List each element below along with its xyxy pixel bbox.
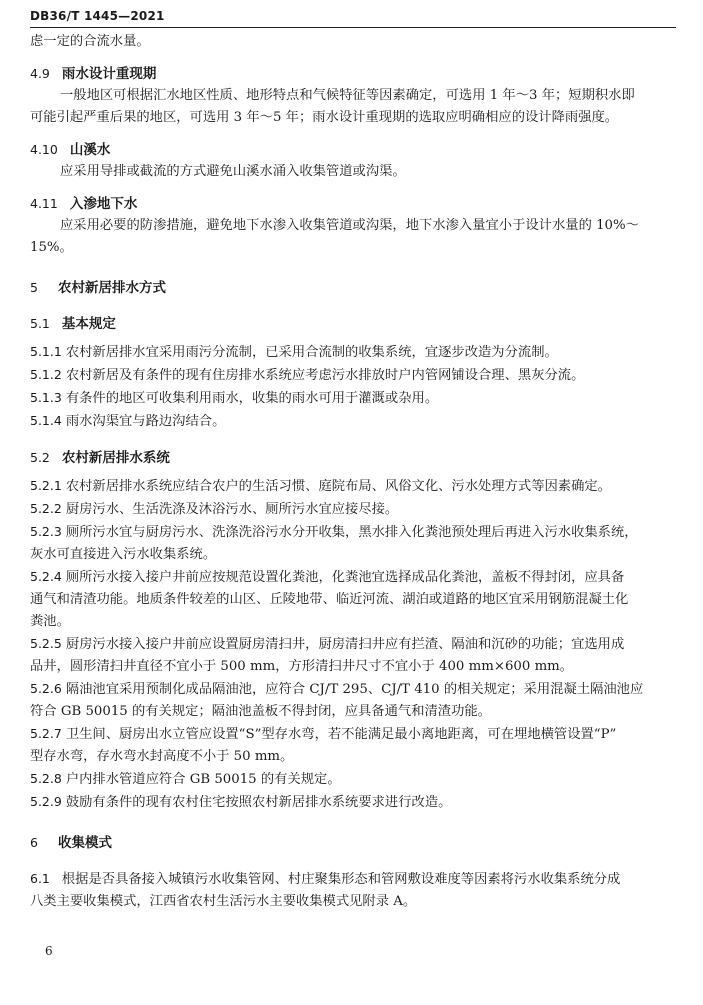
chapter-title: 收集模式 <box>57 835 112 851</box>
clause-text: 隔油池宜采用预制化成品隔油池，应符合 CJ/T 295、CJ/T 410 的相关规定；采用混凝土隔油池应 <box>65 682 644 697</box>
paragraph-line: 可能引起严重后果的地区，可选用 3 年～5 年；雨水设计重现期的选取应明确相应的设计降雨强度。 <box>30 110 619 125</box>
section-title: 基本规定 <box>61 316 116 332</box>
chapter-title: 农村新居排水方式 <box>57 280 166 296</box>
clause-text: 鼓励有条件的现有农村住宅按照农村新居排水系统要求进行改造。 <box>65 795 452 810</box>
clause-5-2-1 <box>30 475 680 498</box>
page-number: 6 <box>45 944 53 958</box>
clause-number: 5.1.2 <box>30 367 62 382</box>
clause-text: 厨房污水、生活洗涤及沐浴污水、厕所污水宜应接尽接。 <box>65 502 399 517</box>
paragraph-continuation: 虑一定的合流水量。 <box>30 34 150 49</box>
section-4-10-heading <box>30 139 680 161</box>
section-number: 5.2 <box>30 450 50 465</box>
chapter-number: 6 <box>30 835 38 850</box>
section-number: 4.10 <box>30 142 58 157</box>
section-5-1-heading <box>30 313 680 335</box>
clause-number: 6.1 <box>30 871 50 886</box>
clause-continuation: 型存水弯，存水弯水封高度不小于 50 mm。 <box>30 749 294 764</box>
paragraph-line: 应采用导排或截流的方式避免山溪水涌入收集管道或沟渠。 <box>60 164 406 179</box>
clause-continuation: 八类主要收集模式，江西省农村生活污水主要收集模式见附录 A。 <box>30 894 417 909</box>
clause-number: 5.2.2 <box>30 501 62 516</box>
section-title: 雨水设计重现期 <box>61 66 157 82</box>
clause-5-2-8 <box>30 768 680 791</box>
clause-continuation: 通气和清渣功能。地质条件较差的山区、丘陵地带、临近河流、湖泊或道路的地区宜采用钢筋混凝土化 <box>30 592 629 607</box>
section-title: 入渗地下水 <box>69 196 138 212</box>
clause-text: 户内排水管道应符合 GB 50015 的有关规定。 <box>65 772 341 787</box>
clause-number: 5.1.3 <box>30 390 62 405</box>
clause-number: 5.2.9 <box>30 794 62 809</box>
clause-text: 雨水沟渠宜与路边沟结合。 <box>65 414 226 429</box>
paragraph-line: 应采用必要的防渗措施，避免地下水渗入收集管道或沟渠，地下水渗入量宜小于设计水量的 10%～ <box>60 218 639 233</box>
section-number: 4.11 <box>30 196 58 211</box>
clause-number: 5.2.6 <box>30 681 62 696</box>
clause-number: 5.2.3 <box>30 524 62 539</box>
chapter-number: 5 <box>30 280 38 295</box>
clause-text: 农村新居排水系统应结合农户的生活习惯、庭院布局、风俗文化、污水处理方式等因素确定。 <box>65 479 611 494</box>
section-title: 农村新居排水系统 <box>61 450 170 466</box>
clause-continuation: 品井，圆形清扫井直径不宜小于 500 mm，方形清扫井尺寸不宜小于 400 mm×600 mm。 <box>30 659 574 674</box>
clause-number: 5.1.4 <box>30 413 62 428</box>
clause-5-2-6 <box>30 678 680 701</box>
section-number: 5.1 <box>30 316 50 331</box>
clause-5-2-4 <box>30 566 680 589</box>
clause-text: 农村新居及有条件的现有住房排水系统应考虑污水排放时户内管网铺设合理、黑灰分流。 <box>65 368 585 383</box>
clause-continuation: 符合 GB 50015 的有关规定；隔油池盖板不得封闭，应具备通气和清渣功能。 <box>30 704 491 719</box>
paragraph-line: 15%。 <box>30 240 73 255</box>
header-divider <box>30 27 676 28</box>
clause-5-1-4 <box>30 410 680 433</box>
clause-text: 有条件的地区可收集利用雨水，收集的雨水可用于灌溉或杂用。 <box>65 391 439 406</box>
clause-text: 厕所污水宜与厨房污水、洗涤洗浴污水分开收集，黑水排入化粪池预处理后再进入污水收集系统， <box>65 525 638 540</box>
clause-number: 5.1.1 <box>30 344 62 359</box>
clause-5-2-2 <box>30 498 680 521</box>
clause-text: 根据是否具备接入城镇污水收集管网、村庄聚集形态和管网敷设难度等因素将污水收集系统分成 <box>61 872 621 887</box>
clause-5-2-9 <box>30 791 680 814</box>
section-4-11-heading <box>30 193 680 215</box>
document-header-id: DB36/T 1445—2021 <box>30 9 165 23</box>
clause-number: 5.2.5 <box>30 636 62 651</box>
section-4-9-heading <box>30 63 680 85</box>
chapter-5-heading <box>30 277 680 299</box>
clause-5-1-3 <box>30 387 680 410</box>
clause-5-1-2 <box>30 364 680 387</box>
clause-6-1 <box>30 868 680 891</box>
clause-5-2-7 <box>30 723 680 746</box>
section-5-2-heading <box>30 447 680 469</box>
clause-5-2-3 <box>30 521 680 544</box>
clause-5-1-1 <box>30 341 680 364</box>
page-body <box>30 31 680 913</box>
clause-5-2-5 <box>30 633 680 656</box>
clause-text: 厨房污水接入接户井前应设置厨房清扫井，厨房清扫井应有拦渣、隔油和沉砂的功能；宜选用成 <box>65 637 625 652</box>
chapter-6-heading <box>30 832 680 854</box>
clause-continuation: 粪池。 <box>30 614 70 629</box>
clause-number: 5.2.8 <box>30 771 62 786</box>
paragraph-line: 一般地区可根据汇水地区性质、地形特点和气候特征等因素确定，可选用 1 年～3 年；短期积水即 <box>60 88 635 103</box>
section-title: 山溪水 <box>69 142 111 158</box>
clause-text: 厕所污水接入接户井前应按规范设置化粪池，化粪池宜选择成品化粪池，盖板不得封闭，应具备 <box>65 570 625 585</box>
section-number: 4.9 <box>30 66 50 81</box>
clause-number: 5.2.1 <box>30 478 62 493</box>
clause-continuation: 灰水可直接进入污水收集系统。 <box>30 547 217 562</box>
clause-number: 5.2.7 <box>30 726 62 741</box>
clause-number: 5.2.4 <box>30 569 62 584</box>
clause-text: 农村新居排水宜采用雨污分流制，已采用合流制的收集系统，宜逐步改造为分流制。 <box>65 345 558 360</box>
clause-text: 卫生间、厨房出水立管应设置“S”型存水弯，若不能满足最小离地距离，可在埋地横管设置“P” <box>65 727 617 742</box>
